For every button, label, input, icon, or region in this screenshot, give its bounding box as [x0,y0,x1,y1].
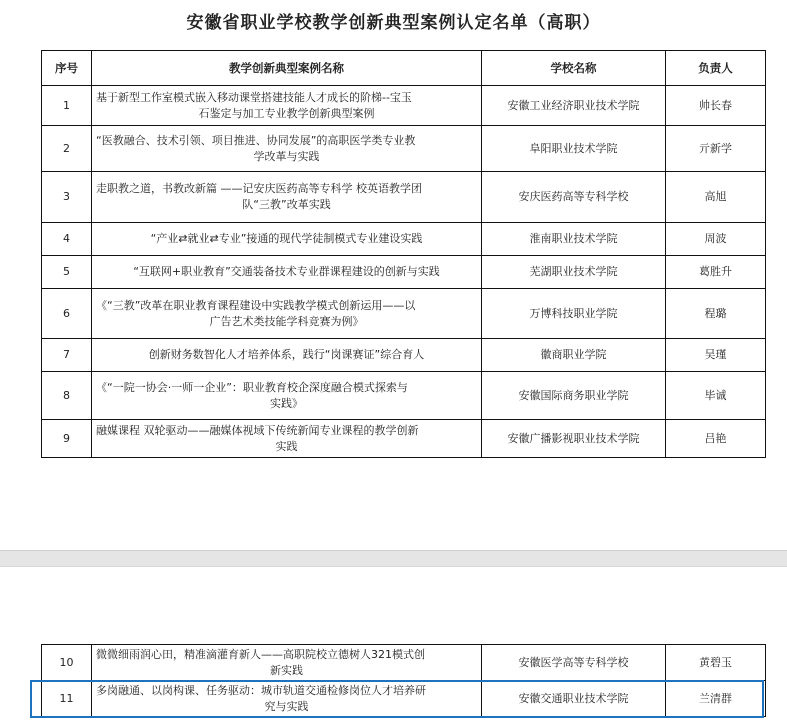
page-break-divider [0,550,787,567]
row-person: 程璐 [666,289,766,339]
table-row [42,172,766,223]
case-name-line2: 新实践 [270,663,303,677]
row-num: 9 [42,420,92,458]
case-name-line1: 《“一院一协会·一师一企业”：职业教育校企深度融合模式探索与 [96,380,408,394]
table-row [42,339,766,372]
case-name-line2: 实践》 [270,396,303,410]
row-case-name [92,256,482,289]
case-name-line1: 创新财务数智化人才培养体系，践行“岗课赛证”综合育人 [148,348,425,361]
row-case-name [92,223,482,256]
row-case-name [92,126,482,172]
case-name-line2: 队“三教”改革实践 [242,198,331,211]
row-person: 高旭 [666,172,766,223]
case-name-line2: 实践 [275,439,298,453]
row-school: 安徽广播影视职业技术学院 [482,420,666,458]
table-row [42,126,766,172]
row-school: 阜阳职业技术学院 [482,126,666,172]
row-num: 1 [42,86,92,126]
table-row-selected[interactable] [42,681,766,717]
row-school: 徽商职业学院 [482,339,666,372]
row-school: 安庆医药高等专科学校 [482,172,666,223]
row-school: 淮南职业技术学院 [482,223,666,256]
case-list-table [41,50,766,458]
row-school: 芜湖职业技术学院 [482,256,666,289]
row-person: 吕艳 [666,420,766,458]
row-school: 万博科技职业学院 [482,289,666,339]
case-name-line1: 基于新型工作室模式嵌入移动课堂搭建技能人才成长的阶梯--宝玉 [96,90,412,104]
row-num: 3 [42,172,92,223]
row-school: 安徽交通职业技术学院 [482,681,666,717]
row-person: 葛胜升 [666,256,766,289]
row-case-name [92,289,482,339]
case-name-line1: 走职教之道，书教改新篇 ——记安庆医药高等专科学 校英语教学团 [96,182,422,195]
row-school: 安徽医学高等专科学校 [482,645,666,681]
case-name-line1: 微微细雨润心田，精准滴灌育新人——高职院校立德树人321模式创 [96,647,425,661]
row-school: 安徽国际商务职业学院 [482,372,666,420]
row-case-name [92,86,482,126]
table-row [42,645,766,681]
case-name-line2: 广告艺术类技能学科竞赛为例》 [209,314,364,328]
row-person: 亓新学 [666,126,766,172]
header-person: 负责人 [666,51,766,86]
row-person: 黄碧玉 [666,645,766,681]
table-row [42,223,766,256]
table-row [42,256,766,289]
case-name-line1: 多岗融通、以岗构课、任务驱动：城市轨道交通检修岗位人才培养研 [96,683,426,697]
case-name-line1: “互联网+职业教育”交通装备技术专业群课程建设的创新与实践 [133,265,440,278]
row-num: 4 [42,223,92,256]
case-name-line1: “医教融合、技术引领、项目推进、协同发展”的高职医学类专业教 [96,133,416,147]
case-name-line1: 《“三教”改革在职业教育课程建设中实践教学模式创新运用——以 [96,298,416,312]
row-person: 吴瑾 [666,339,766,372]
table-row [42,86,766,126]
case-name-line1: 融媒课程 双轮驱动——融媒体视域下传统新闻专业课程的教学创新 [96,423,419,437]
case-name-line2: 究与实践 [264,699,309,713]
case-name-line2: 学改革与实践 [253,149,320,163]
row-case-name [92,420,482,458]
row-person: 兰清群 [666,681,766,717]
header-num: 序号 [42,51,92,86]
row-case-name [92,372,482,420]
row-person: 帅长春 [666,86,766,126]
table-row [42,372,766,420]
row-num: 6 [42,289,92,339]
row-num: 7 [42,339,92,372]
row-case-name [92,339,482,372]
header-case-name: 教学创新典型案例名称 [92,51,482,86]
row-num: 10 [42,645,92,681]
row-num: 8 [42,372,92,420]
row-person: 毕诚 [666,372,766,420]
row-case-name [92,172,482,223]
row-num: 2 [42,126,92,172]
row-case-name [92,645,482,681]
header-row [42,51,766,86]
row-person: 周波 [666,223,766,256]
table-row [42,289,766,339]
row-case-name [92,681,482,717]
case-name-line1: “产业⇄就业⇄专业”接通的现代学徒制模式专业建设实践 [150,232,423,245]
case-list-table-continued [41,644,766,717]
row-num: 11 [42,681,92,717]
page-title: 安徽省职业学校教学创新典型案例认定名单（高职） [186,13,601,33]
table-row [42,420,766,458]
row-num: 5 [42,256,92,289]
header-school: 学校名称 [482,51,666,86]
case-name-line2: 石鉴定与加工专业教学创新典型案例 [198,106,375,120]
row-school: 安徽工业经济职业技术学院 [482,86,666,126]
